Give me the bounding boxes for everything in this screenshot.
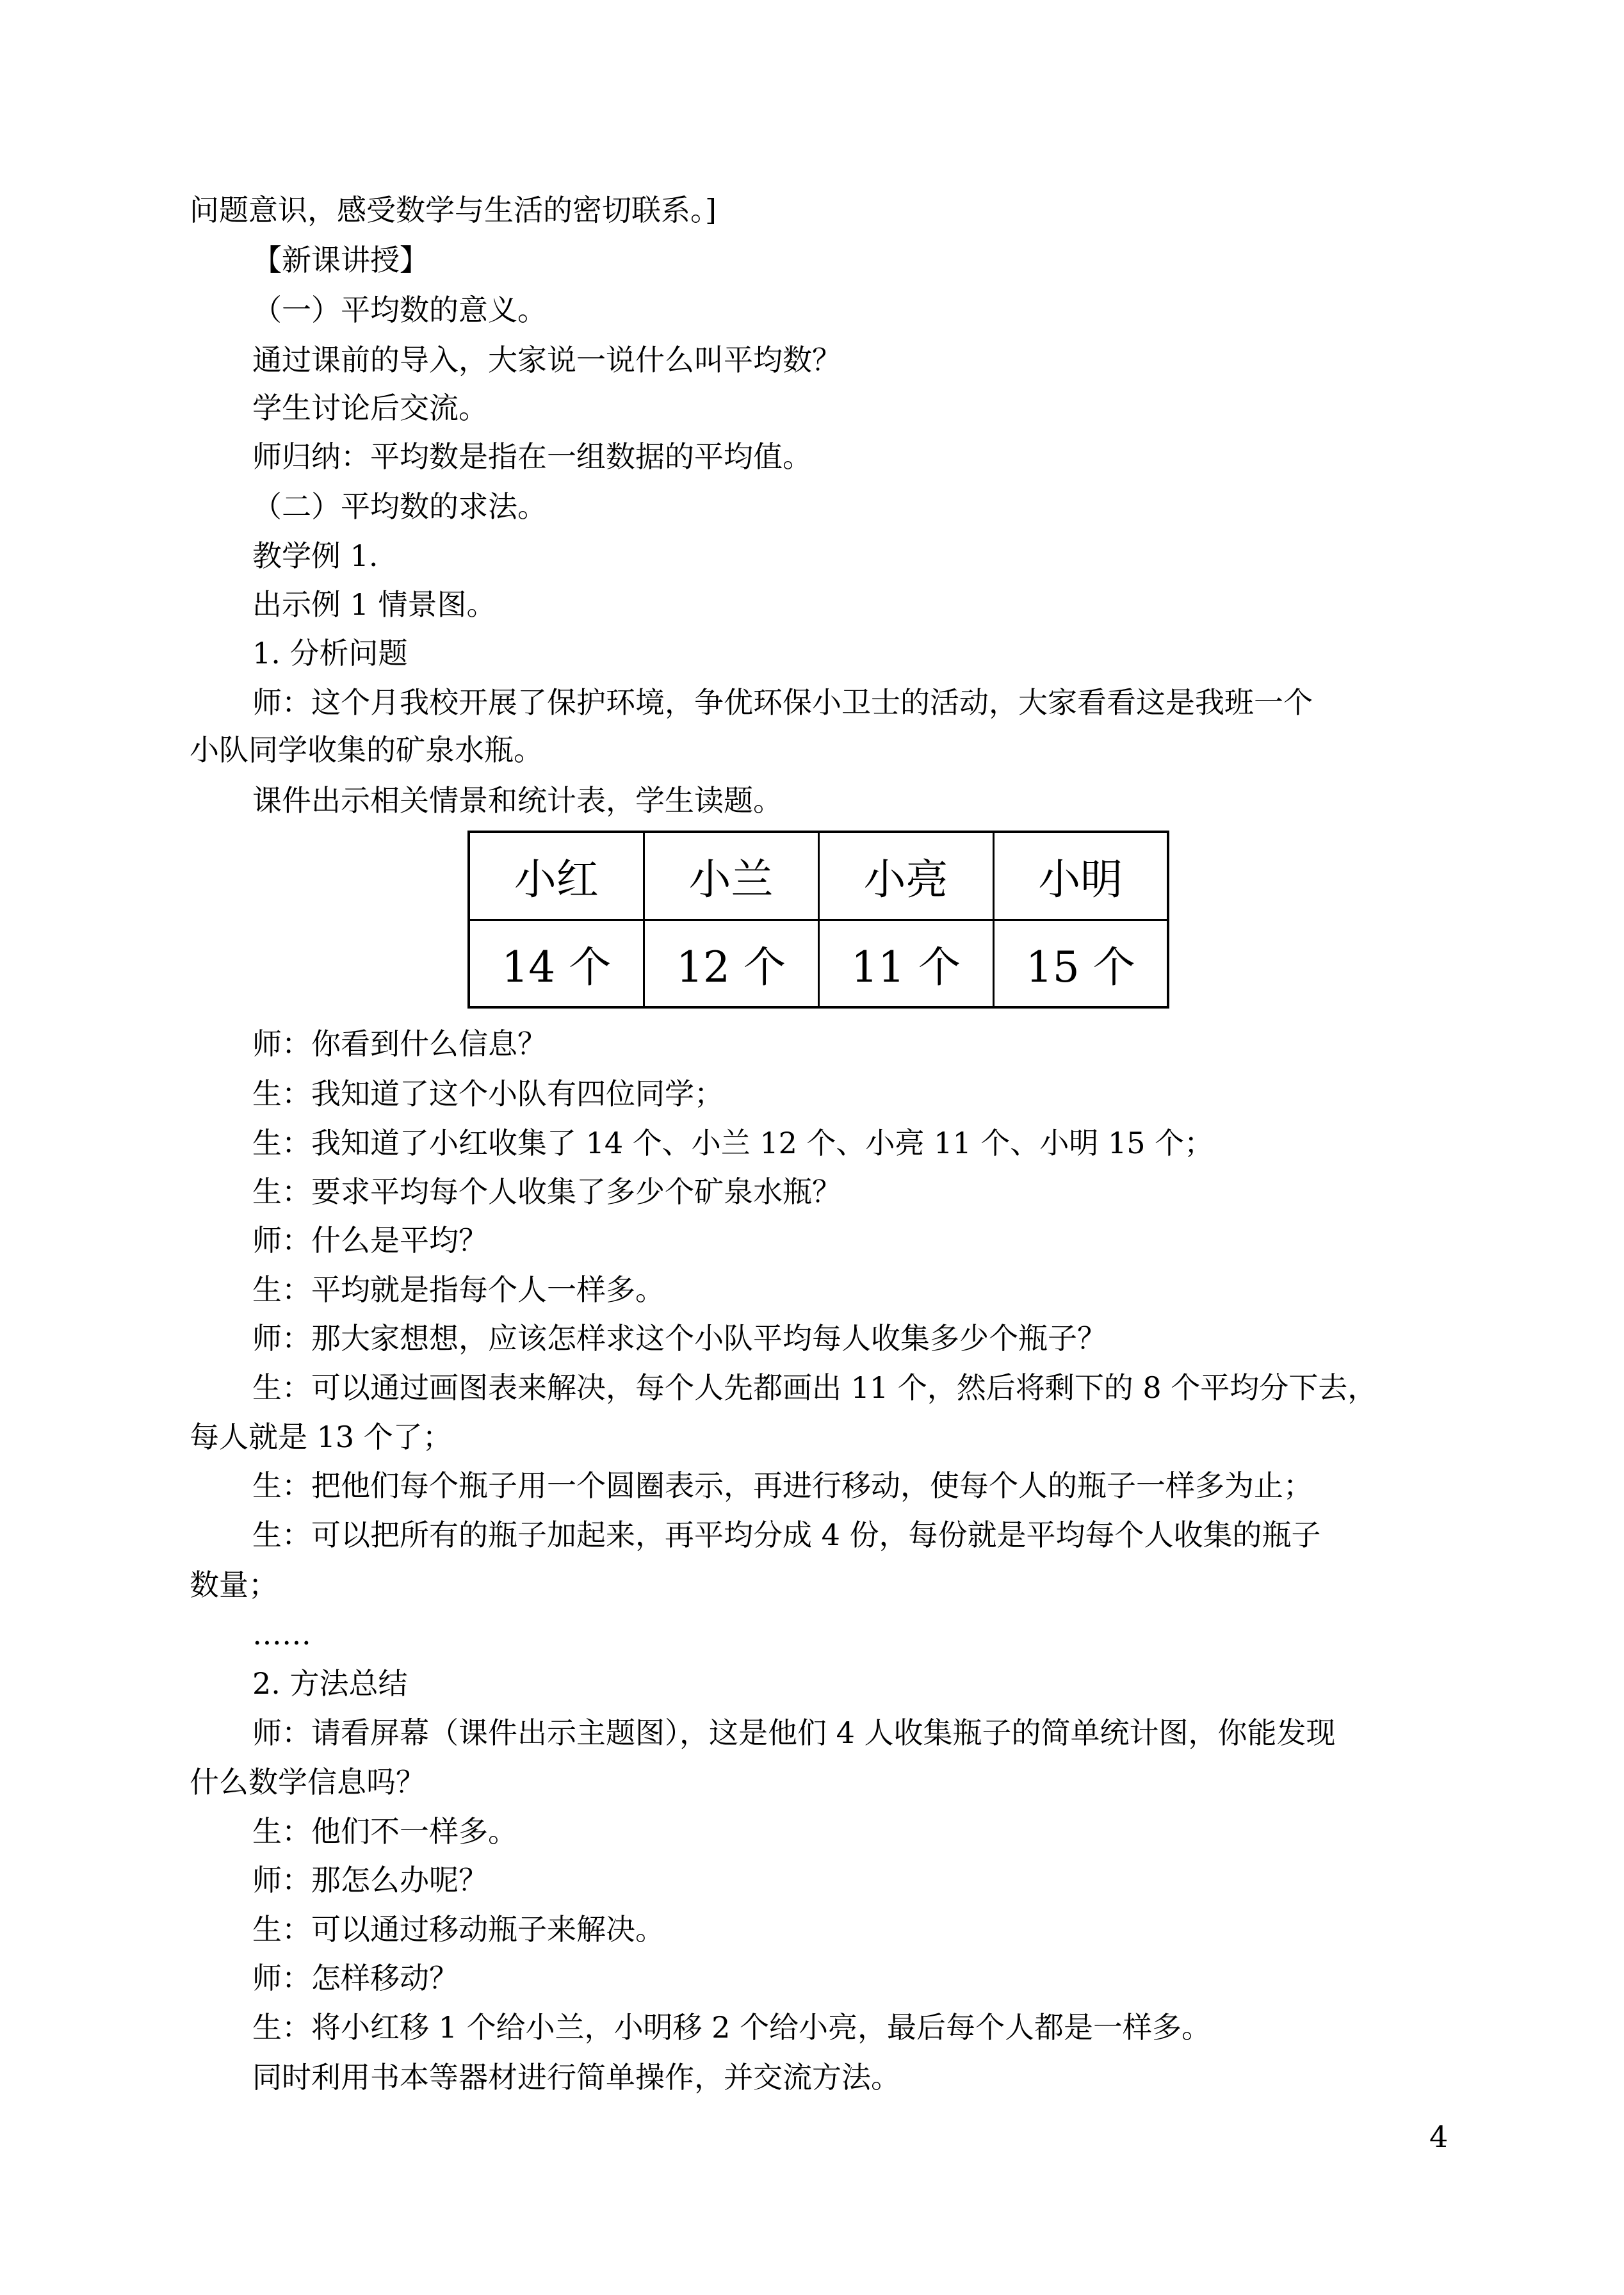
paragraph-line: 生：我知道了小红收集了 14 个、小兰 12 个、小亮 11 个、小明 15 个；: [252, 1126, 1214, 1160]
table-cell: 12 个: [644, 920, 818, 1007]
paragraph-line: 什么数学信息吗？: [190, 1765, 425, 1799]
table-header-cell: 小明: [993, 832, 1168, 920]
table-header-row: [469, 832, 1168, 920]
paragraph-line: 问题意识，感受数学与生活的密切联系。]: [190, 193, 717, 227]
paragraph-line: ……: [252, 1617, 311, 1651]
paragraph-line: 生：将小红移 1 个给小兰，小明移 2 个给小亮，最后每个人都是一样多。: [252, 2010, 1212, 2045]
table-cell: 11 个: [818, 920, 993, 1007]
subsection-heading: （一）平均数的意义。: [252, 293, 547, 327]
paragraph-line: 学生讨论后交流。: [252, 391, 488, 425]
table-cell: 14 个: [469, 920, 644, 1007]
paragraph-line: 生：他们不一样多。: [252, 1814, 517, 1849]
table-cell: 15 个: [993, 920, 1168, 1007]
page-number: 4: [1429, 2120, 1449, 2154]
paragraph-line: 生：我知道了这个小队有四位同学；: [252, 1076, 724, 1111]
paragraph-line: 课件出示相关情景和统计表，学生读题。: [252, 783, 783, 818]
paragraph-line: 2. 方法总结: [252, 1666, 408, 1701]
subsection-heading: （二）平均数的求法。: [252, 489, 547, 524]
paragraph-line: 数量；: [190, 1568, 278, 1602]
table-header-cell: 小兰: [644, 832, 818, 920]
paragraph-line: 教学例 1.: [252, 539, 378, 573]
paragraph-line: 小队同学收集的矿泉水瓶。: [190, 733, 543, 767]
paragraph-line: 生：可以通过画图表来解决，每个人先都画出 11 个，然后将剩下的 8 个平均分下去，: [252, 1370, 1377, 1405]
paragraph-line: 师归纳：平均数是指在一组数据的平均值。: [252, 439, 812, 474]
paragraph-line: 师：那大家想想，应该怎样求这个小队平均每人收集多少个瓶子？: [252, 1321, 1107, 1356]
table-header-cell: 小红: [469, 832, 644, 920]
paragraph-line: 同时利用书本等器材进行简单操作，并交流方法。: [252, 2060, 900, 2095]
paragraph-line: 师：这个月我校开展了保护环境，争优环保小卫士的活动，大家看看这是我班一个: [252, 685, 1313, 720]
paragraph-line: 每人就是 13 个了；: [190, 1420, 452, 1454]
paragraph-line: 1. 分析问题: [252, 636, 408, 670]
paragraph-line: 师：那怎么办呢？: [252, 1863, 488, 1897]
paragraph-line: 生：要求平均每个人收集了多少个矿泉水瓶？: [252, 1174, 841, 1209]
paragraph-line: 生：可以通过移动瓶子来解决。: [252, 1912, 665, 1947]
section-heading: 【新课讲授】: [252, 243, 429, 277]
paragraph-line: 师：你看到什么信息？: [252, 1026, 547, 1061]
paragraph-line: 出示例 1 情景图。: [252, 587, 496, 622]
table-header-cell: 小亮: [818, 832, 993, 920]
paragraph-line: 师：什么是平均？: [252, 1223, 488, 1258]
paragraph-line: 生：可以把所有的瓶子加起来，再平均分成 4 份，每份就是平均每个人收集的瓶子: [252, 1518, 1321, 1552]
paragraph-line: 生：平均就是指每个人一样多。: [252, 1272, 665, 1307]
paragraph-line: 生：把他们每个瓶子用一个圆圈表示，再进行移动，使每个人的瓶子一样多为止；: [252, 1468, 1313, 1503]
table-row: [469, 920, 1168, 1007]
data-table: [467, 831, 1169, 1009]
paragraph-line: 师：怎样移动？: [252, 1961, 459, 1995]
paragraph-line: 通过课前的导入，大家说一说什么叫平均数？: [252, 343, 841, 377]
paragraph-line: 师：请看屏幕（课件出示主题图），这是他们 4 人收集瓶子的简单统计图，你能发现: [252, 1715, 1336, 1750]
